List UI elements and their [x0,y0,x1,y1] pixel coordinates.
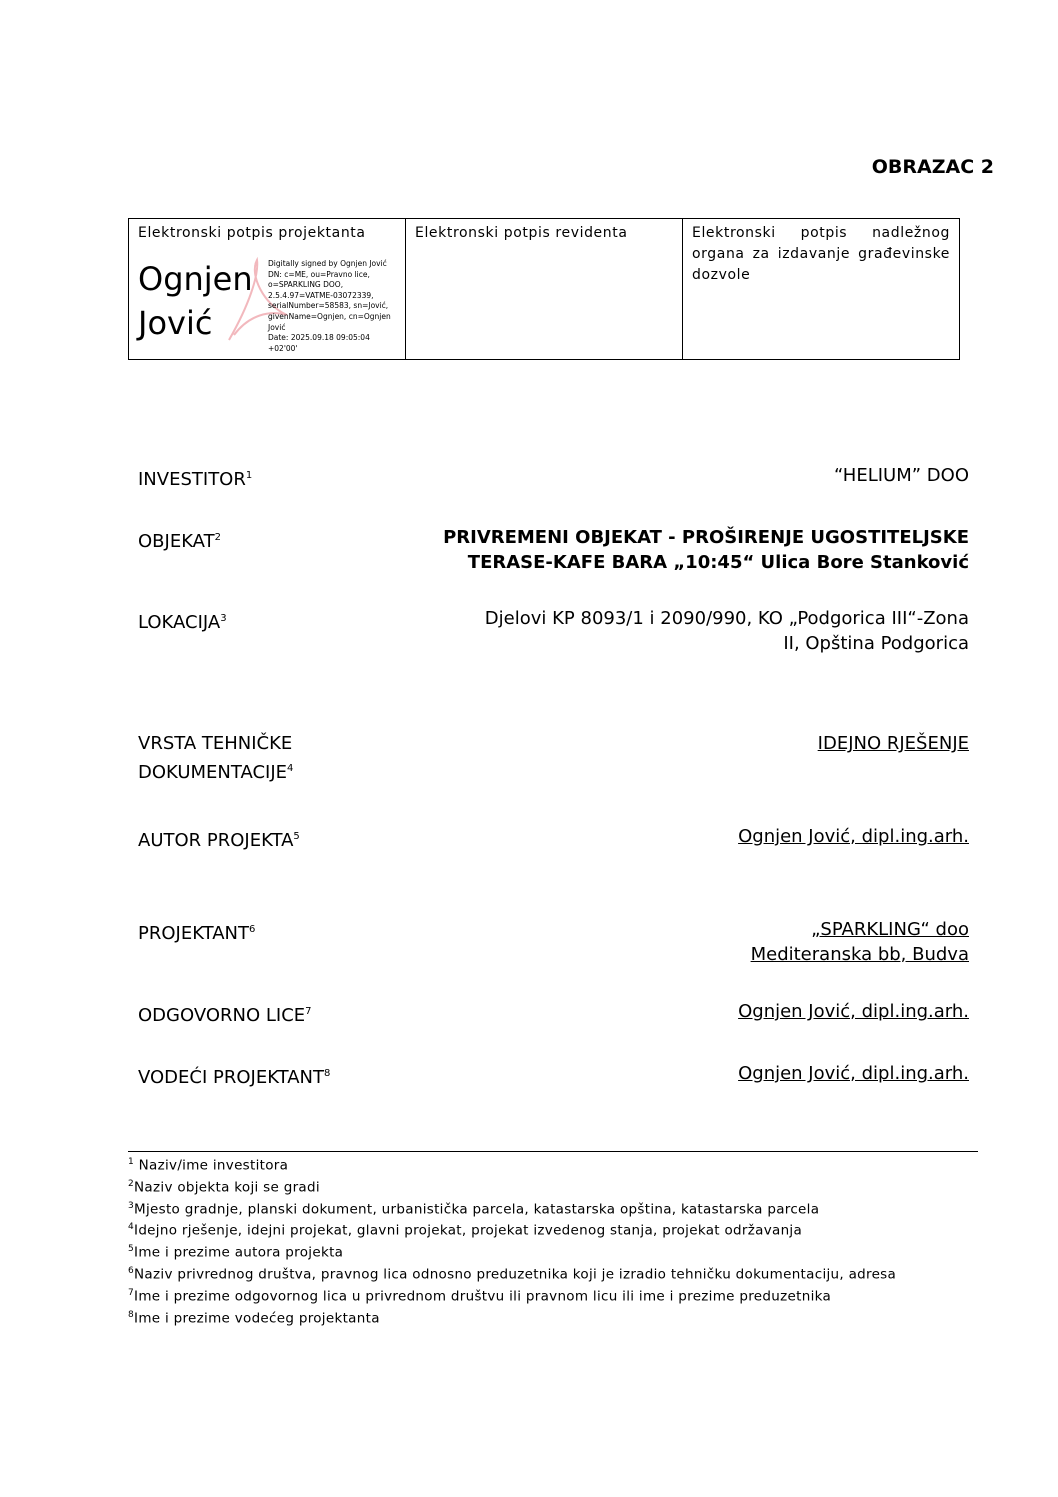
footnote: $^1$ Naziv/ime investitora [128,1157,289,1174]
reviewer-signature-header: Elektronski potpis revidenta [415,225,628,241]
designer-label: PROJEKTANT$^6$ [138,923,256,944]
footnote: $^5$Ime i prezime autora projekta [128,1244,344,1261]
authority-signature-header: Elektronski potpis nadležnog organa za izdavanje građevinske dozvole [692,225,950,283]
authority-signature-cell[interactable] [683,219,959,359]
lead-designer-label: VODEĆI PROJEKTANT$^8$ [138,1067,331,1088]
responsible-label: ODGOVORNO LICE$^7$ [138,1005,312,1026]
footnote: $^8$Ime i prezime vodećeg projektanta [128,1309,380,1327]
location-value: Djelovi KP 8093/1 i 2090/990, KO „Podgorica III“-Zona II, Opština Podgorica [484,608,969,654]
responsible-value: Ognjen Jović, dipl.ing.arh. [738,1001,969,1022]
reviewer-signature-cell[interactable] [406,219,683,359]
object-label: OBJEKAT$^2$ [138,531,221,552]
author-label: AUTOR PROJEKTA$^5$ [138,830,300,851]
footnote: $^4$Idejno rješenje, idejni projekat, glavni projekat, projekat izvedenog stanja, projekat održavanja [128,1222,803,1239]
doc-type-value: IDEJNO RJEŠENJE [817,733,969,754]
designer-value: „SPARKLING“ doo Mediteranska bb, Budva [750,919,969,965]
signature-table [128,218,960,360]
form-number: OBRAZAC 2 [871,156,994,178]
author-value: Ognjen Jović, dipl.ing.arh. [738,826,969,847]
footnote: $^7$Ime i prezime odgovornog lica u privrednom društvu ili pravnom licu ili ime i prezime preduzetnika [128,1287,832,1305]
designer-signature-details: Digitally signed by Ognjen Jović DN: c=ME, ou=Pravno lice, o=SPARKLING DOO, 2.5.4.97=VATME-03072339, serialNumber=58583, sn=Jović, givenName=Ognjen, cn=Ognjen Jović Date: 2025.09.18 09:05:04 +02'00' [268,259,391,353]
footnotes [128,1153,896,1327]
doc-type-label: VRSTA TEHNIČKE DOKUMENTACIJE$^4$ [138,733,294,783]
footnote-divider [128,1151,978,1152]
object-value: PRIVREMENI OBJEKAT - PROŠIRENJE UGOSTITELJSKE TERASE-KAFE BARA „10:45“ Ulica Bore Stanković [443,527,969,573]
lead-designer-value: Ognjen Jović, dipl.ing.arh. [738,1063,969,1084]
location-label: LOKACIJA$^3$ [138,612,227,633]
designer-signature-name: Ognjen Jović [138,260,253,342]
footnote: $^6$Naziv privrednog društva, pravnog lica odnosno preduzetnika koji je izradio tehničku dokumentaciju, adresa [128,1265,897,1283]
investor-label: INVESTITOR$^1$ [138,469,253,490]
designer-signature-cell[interactable] [129,219,406,359]
investor-value: “HELIUM” DOO [834,465,969,486]
footnote: $^3$Mjesto gradnje, planski dokument, urbanistička parcela, katastarska opština, katastarska parcela [128,1200,820,1218]
footnote: $^2$Naziv objekta koji se gradi [128,1178,320,1196]
designer-signature-header: Elektronski potpis projektanta [138,225,366,241]
